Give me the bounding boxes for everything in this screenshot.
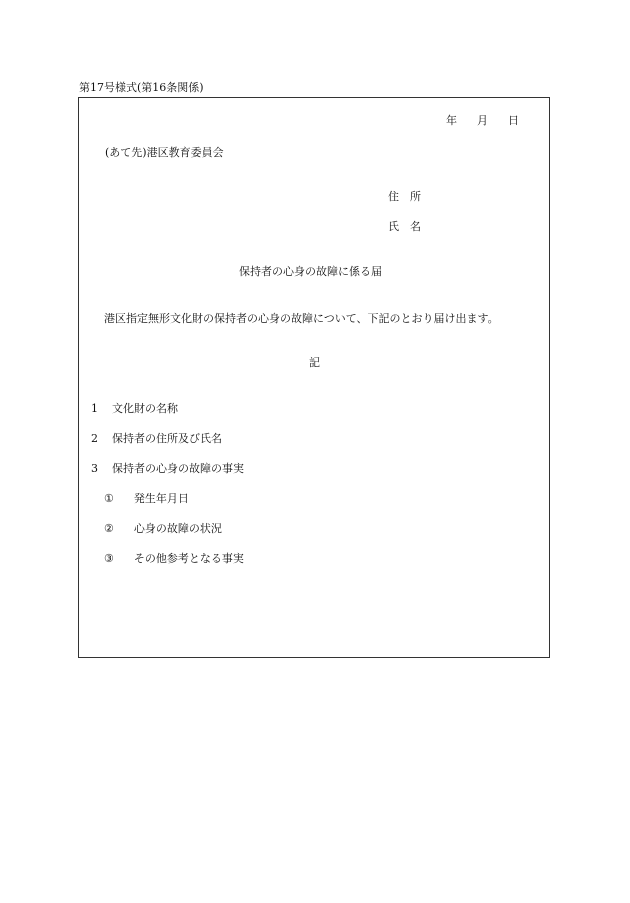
sub-item [104, 492, 189, 506]
item-number: 1 [91, 402, 98, 415]
subitem-number: ① [104, 492, 114, 505]
list-item [91, 432, 222, 446]
item-number: 2 [91, 432, 98, 445]
form-number: 第17号様式(第16条関係) [79, 81, 204, 94]
subitem-label: その他参考となる事実 [133, 552, 244, 565]
sub-item [104, 522, 222, 536]
date-month-label: 月 [477, 114, 488, 127]
address-label: 住 所 [388, 190, 421, 203]
list-item [91, 402, 178, 416]
date-line [446, 114, 519, 128]
ki-heading: 記 [309, 356, 320, 369]
date-day-label: 日 [508, 114, 519, 127]
subitem-number: ③ [104, 552, 114, 565]
subitem-label: 心身の故障の状況 [133, 522, 222, 535]
statement-text: 港区指定無形文化財の保持者の心身の故障について、下記のとおり届け出ます。 [104, 312, 499, 325]
item-label: 保持者の心身の故障の事実 [112, 462, 244, 475]
document-title: 保持者の心身の故障に係る届 [239, 265, 382, 278]
form-frame [78, 97, 550, 658]
subitem-number: ② [104, 522, 114, 535]
list-item [91, 462, 244, 476]
item-label: 保持者の住所及び氏名 [112, 432, 222, 445]
name-label: 氏 名 [388, 220, 421, 233]
date-year-label: 年 [446, 114, 457, 127]
subitem-label: 発生年月日 [133, 492, 189, 505]
addressee: (あて先)港区教育委員会 [105, 146, 224, 159]
sub-item [104, 552, 244, 566]
item-number: 3 [91, 462, 98, 475]
item-label: 文化財の名称 [112, 402, 178, 415]
